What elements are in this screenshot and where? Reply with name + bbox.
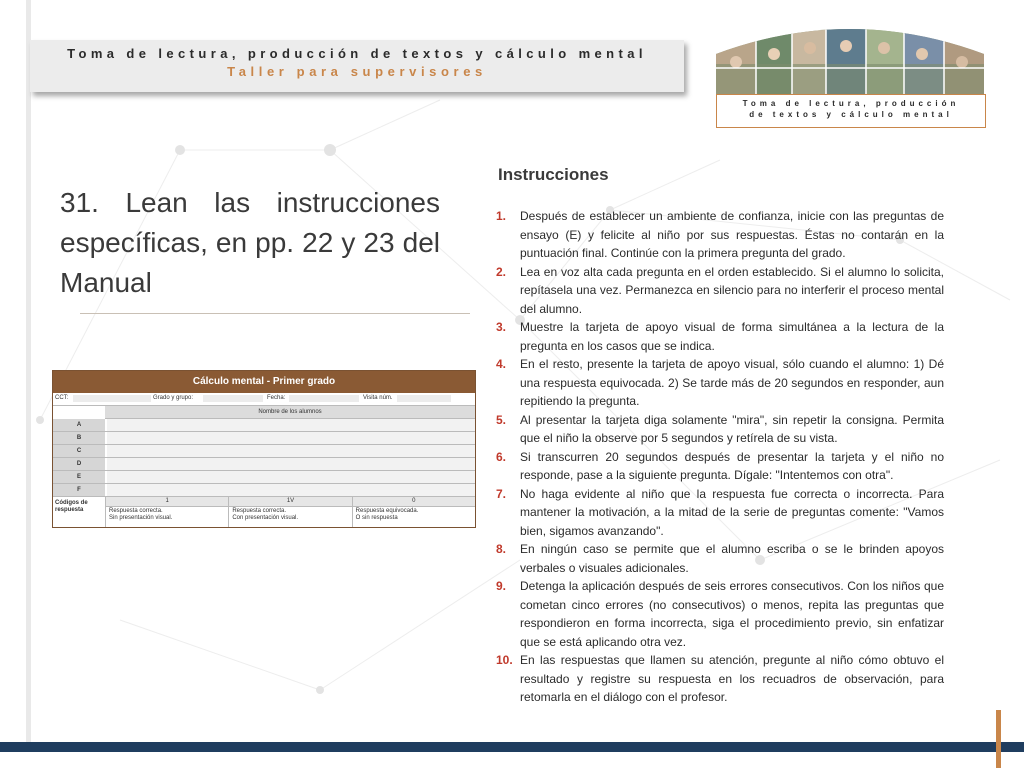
corner-accent (996, 710, 1001, 768)
instruction-item (496, 411, 944, 448)
left-rail (26, 0, 31, 768)
instruction-text: Detenga la aplicación después de seis errores consecutivos. Con los niños que cometan cinco errores (no consecutivos) o menos, repita las preguntas que respondieron en forma incorrecta, siga el procedimiento previo, sin enfatizar que se está aplicando otra vez. (520, 579, 944, 649)
instruction-text: En las respuestas que llamen su atención, pregunte al niño cómo obtuvo el resultado y registre su respuesta en los recuadros de observación, para retomarla en el diálogo con el profesor. (520, 653, 944, 704)
row-field (107, 484, 475, 496)
instruction-number: 2. (496, 264, 507, 279)
instruction-text: En el resto, presente la tarjeta de apoyo visual, sólo cuando el alumno: 1) Dé una respuesta equivocada. 2) Se tarde más de 20 segundos en responder, aun repitiendo la pregunta. (520, 357, 944, 408)
instruction-number: 10. (496, 653, 513, 667)
row-letter: E (53, 471, 105, 483)
fecha-field (289, 395, 359, 402)
grado-label: Grado y grupo: (153, 395, 194, 401)
calculo-mental-form (52, 370, 476, 528)
row-letter: D (53, 458, 105, 470)
instruction-text: Lea en voz alta cada pregunta en el orden establecido. Si el alumno lo solicita, repítasela una vez. Permanezca en silencio para no interferir el proceso mental del alumno. (520, 264, 944, 316)
instruction-number: 4. (496, 357, 507, 371)
grado-field (203, 395, 263, 402)
title-divider (80, 313, 470, 314)
student-row (53, 432, 475, 445)
footer-bar (0, 742, 1024, 752)
header-banner (30, 40, 684, 92)
names-header: Nombre de los alumnos (105, 406, 475, 419)
student-row (53, 484, 475, 497)
code-desc: Respuesta equivocada. (355, 508, 419, 514)
code-desc: Sin presentación visual. (109, 515, 173, 521)
instruction-item (496, 485, 944, 541)
code-desc: Respuesta correcta. (109, 508, 163, 514)
row-field (107, 458, 475, 470)
instruction-number: 6. (496, 449, 507, 464)
instruction-number: 1. (496, 209, 507, 223)
instruction-text: Muestre la tarjeta de apoyo visual de forma simultánea a la lectura de la pregunta en los casos que se indica. (520, 320, 944, 353)
instruction-item (496, 355, 944, 411)
instruction-number: 5. (496, 412, 507, 427)
student-row (53, 458, 475, 471)
student-row (53, 471, 475, 484)
instruction-text: No haga evidente al niño que la respuesta fue correcta o incorrecta. Para mantener la motivación, a la mitad de la serie de preguntas comente: "Vamos bien, sigamos avanzando". (520, 486, 944, 538)
row-field (107, 445, 475, 457)
instruction-text: En ningún caso se permite que el alumno escriba o se le brinden apoyos verbales o visuales adicionales. (520, 542, 944, 575)
instructions-list (496, 207, 944, 707)
instruction-item (496, 577, 944, 651)
row-letter: A (53, 419, 105, 431)
form-title: Cálculo mental - Primer grado (53, 371, 475, 393)
code-column (352, 497, 475, 527)
form-info-row (53, 393, 475, 406)
visita-field (397, 395, 451, 402)
instruction-text: Si transcurren 20 segundos después de presentar la tarjeta y el niño no responde, pase a la siguiente pregunta. Dígale: "Intentemos con otra". (520, 449, 944, 482)
logo-line-2: de textos y cálculo mental (749, 110, 953, 119)
row-field (107, 419, 475, 431)
instruction-item (496, 651, 944, 707)
code-symbol: 1V (229, 497, 351, 507)
instruction-text: Después de establecer un ambiente de confianza, inicie con las preguntas de ensayo (E) y felicite al niño por sus respuestas. Éstas no contarán en la puntuación final. Continúe con la primera pregunta del grado. (520, 209, 944, 260)
instruction-item (496, 448, 944, 485)
codes-label: Códigos de respuesta (55, 500, 88, 513)
instruction-item (496, 540, 944, 577)
student-row (53, 419, 475, 432)
footer-strip (0, 752, 1024, 768)
header-subtitle: Taller para supervisores (227, 64, 487, 79)
cct-field (73, 395, 151, 402)
header-title: Toma de lectura, producción de textos y cálculo mental (67, 46, 647, 61)
row-letter: C (53, 445, 105, 457)
code-symbol: 1 (106, 497, 228, 507)
code-desc: Respuesta correcta. (232, 508, 287, 514)
visita-label: Visita núm. (363, 395, 393, 401)
row-field (107, 432, 475, 444)
code-column (105, 497, 228, 527)
instruction-number: 7. (496, 486, 507, 501)
code-desc: O sin respuesta (355, 515, 398, 521)
instruction-item (496, 318, 944, 355)
code-desc: Con presentación visual. (232, 515, 299, 521)
cct-label: CCT: (55, 395, 69, 401)
instructions-heading: Instrucciones (498, 165, 609, 184)
code-column (228, 497, 351, 527)
slide-title: 31. Lean las instrucciones específicas, en pp. 22 y 23 del Manual (60, 187, 440, 298)
code-symbol: 0 (353, 497, 475, 507)
instruction-item (496, 263, 944, 319)
codes-row (53, 497, 475, 527)
instruction-number: 3. (496, 320, 507, 334)
student-row (53, 445, 475, 458)
instruction-text: Al presentar la tarjeta diga solamente "mira", sin repetir la consigna. Permita que el niño la observe por 5 segundos y retírela de su vista. (520, 412, 944, 445)
instruction-number: 9. (496, 579, 507, 593)
row-letter: B (53, 432, 105, 444)
row-letter: F (53, 484, 105, 496)
logo-line-1: Toma de lectura, producción (742, 99, 960, 108)
row-field (107, 471, 475, 483)
photo-collage-image (716, 18, 984, 94)
logo-box (716, 94, 986, 128)
instruction-item (496, 207, 944, 263)
instruction-number: 8. (496, 542, 507, 556)
fecha-label: Fecha: (267, 395, 286, 401)
